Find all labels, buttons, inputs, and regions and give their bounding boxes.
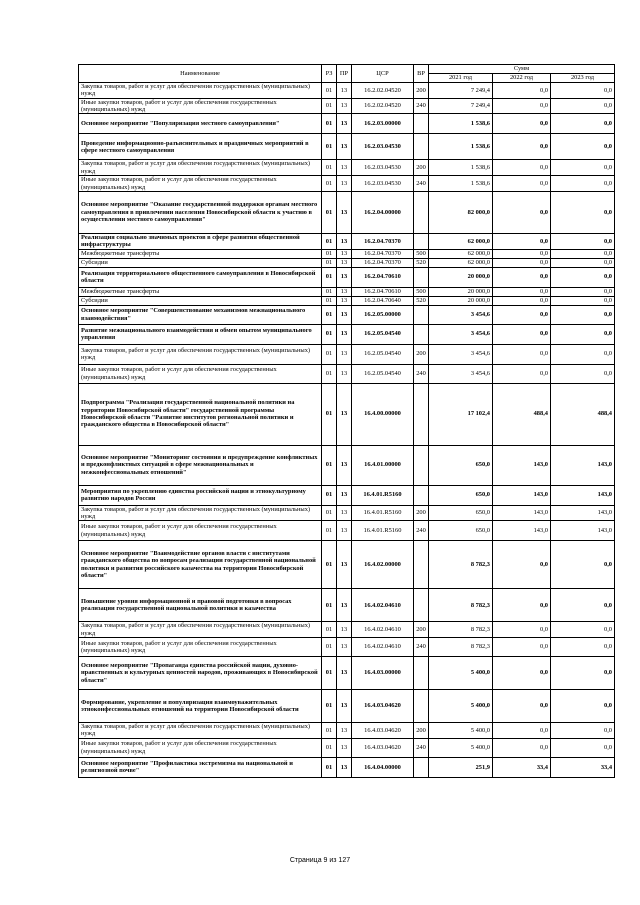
cell-2022: 0,0: [493, 541, 551, 589]
cell-pr: 13: [337, 267, 352, 287]
cell-csr: 16.2.04.70640: [352, 296, 414, 305]
cell-pr: 13: [337, 98, 352, 114]
cell-2022: 0,0: [493, 364, 551, 383]
cell-name: Закупка товаров, работ и услуг для обеспечения государственных (муниципальных) нужд: [79, 505, 322, 521]
cell-vr: [414, 305, 429, 324]
cell-rz: 01: [322, 738, 337, 757]
table-row: [79, 622, 615, 638]
cell-name: Межбюджетные трансферты: [79, 249, 322, 258]
cell-2023: 0,0: [551, 344, 615, 364]
cell-pr: 13: [337, 191, 352, 233]
cell-csr: 16.4.02.04610: [352, 638, 414, 657]
cell-vr: 200: [414, 83, 429, 99]
table-row: [79, 296, 615, 305]
cell-2023: 0,0: [551, 738, 615, 757]
cell-2022: 143,0: [493, 485, 551, 505]
cell-2023: 0,0: [551, 267, 615, 287]
cell-2023: 0,0: [551, 98, 615, 114]
cell-vr: 240: [414, 176, 429, 192]
cell-name: Проведение информационно-разъяснительных и праздничных мероприятий в сфере местного самоуправления: [79, 134, 322, 160]
cell-2021: 20 000,0: [429, 296, 493, 305]
cell-vr: 520: [414, 258, 429, 267]
cell-vr: 200: [414, 505, 429, 521]
cell-vr: 240: [414, 638, 429, 657]
cell-2021: 17 102,4: [429, 383, 493, 445]
cell-vr: [414, 191, 429, 233]
table-row: [79, 83, 615, 99]
header-vr: ВР: [414, 65, 429, 83]
cell-rz: 01: [322, 638, 337, 657]
cell-2022: 0,0: [493, 267, 551, 287]
cell-rz: 01: [322, 176, 337, 192]
cell-name: Повышение уровня информационной и правовой подготовки в вопросах реализации государственной национальной политики и казачества: [79, 589, 322, 622]
cell-2023: 0,0: [551, 657, 615, 690]
cell-rz: 01: [322, 657, 337, 690]
cell-rz: 01: [322, 690, 337, 723]
cell-2022: 0,0: [493, 324, 551, 344]
cell-2023: 0,0: [551, 690, 615, 723]
cell-rz: 01: [322, 249, 337, 258]
cell-vr: [414, 445, 429, 485]
cell-csr: 16.2.03.04530: [352, 176, 414, 192]
header-year-2023: 2023 год: [551, 74, 615, 83]
cell-csr: 16.4.03.04620: [352, 723, 414, 739]
cell-name: Иные закупки товаров, работ и услуг для обеспечения государственных (муниципальных) нужд: [79, 176, 322, 192]
cell-rz: 01: [322, 445, 337, 485]
cell-2022: 0,0: [493, 233, 551, 249]
cell-pr: 13: [337, 541, 352, 589]
table-row: [79, 160, 615, 176]
cell-2021: 650,0: [429, 505, 493, 521]
cell-rz: 01: [322, 83, 337, 99]
cell-csr: 16.2.04.70370: [352, 233, 414, 249]
table-row: [79, 324, 615, 344]
cell-2022: 0,0: [493, 249, 551, 258]
table-row: [79, 344, 615, 364]
cell-2022: 143,0: [493, 505, 551, 521]
header-name: Наименование: [79, 65, 322, 83]
cell-csr: 16.4.01.R5160: [352, 521, 414, 541]
cell-2021: 5 400,0: [429, 690, 493, 723]
cell-2022: 0,0: [493, 191, 551, 233]
cell-pr: 13: [337, 364, 352, 383]
cell-2022: 0,0: [493, 296, 551, 305]
cell-2023: 0,0: [551, 638, 615, 657]
cell-2022: 0,0: [493, 738, 551, 757]
cell-vr: 200: [414, 622, 429, 638]
cell-2021: 20 000,0: [429, 287, 493, 296]
cell-2023: 143,0: [551, 521, 615, 541]
cell-vr: [414, 114, 429, 134]
cell-name: Основное мероприятие "Популяризация местного самоуправления": [79, 114, 322, 134]
table-row: [79, 364, 615, 383]
cell-csr: 16.2.05.04540: [352, 364, 414, 383]
cell-vr: 240: [414, 364, 429, 383]
cell-pr: 13: [337, 657, 352, 690]
cell-csr: 16.4.02.04610: [352, 589, 414, 622]
cell-rz: 01: [322, 160, 337, 176]
cell-pr: 13: [337, 738, 352, 757]
cell-2023: 0,0: [551, 723, 615, 739]
cell-rz: 01: [322, 233, 337, 249]
cell-2021: 251,9: [429, 757, 493, 777]
cell-name: Формирование, укрепление и популяризация взаимоуважительных этноконфессиональных отношений на территории Новосибирской области: [79, 690, 322, 723]
cell-2021: 1 538,6: [429, 160, 493, 176]
cell-vr: [414, 267, 429, 287]
cell-2022: 143,0: [493, 445, 551, 485]
cell-name: Закупка товаров, работ и услуг для обеспечения государственных (муниципальных) нужд: [79, 622, 322, 638]
table-row: [79, 233, 615, 249]
cell-name: Подпрограмма "Реализация государственной национальной политики на территории Новосибирской области" государственной программы Новосибирской области "Развитие институтов региональной политики и гражданского общества в Новосибирской области": [79, 383, 322, 445]
cell-name: Основное мероприятие "Взаимодействие органов власти с институтами гражданского общества по вопросам реализации государственной национальной политики и развития российского казачества на территории Новосибирской области": [79, 541, 322, 589]
table-row: [79, 287, 615, 296]
cell-pr: 13: [337, 622, 352, 638]
cell-2022: 0,0: [493, 723, 551, 739]
cell-name: Иные закупки товаров, работ и услуг для обеспечения государственных (муниципальных) нужд: [79, 364, 322, 383]
cell-2021: 5 400,0: [429, 738, 493, 757]
cell-2021: 62 000,0: [429, 249, 493, 258]
cell-2022: 0,0: [493, 622, 551, 638]
cell-rz: 01: [322, 305, 337, 324]
cell-2022: 0,0: [493, 258, 551, 267]
cell-2022: 0,0: [493, 83, 551, 99]
cell-pr: 13: [337, 757, 352, 777]
cell-csr: 16.4.03.04620: [352, 690, 414, 723]
cell-vr: [414, 383, 429, 445]
page-number: Страница 9 из 127: [289, 857, 351, 864]
cell-2022: 0,0: [493, 160, 551, 176]
cell-vr: [414, 690, 429, 723]
table-row: [79, 267, 615, 287]
cell-pr: 13: [337, 176, 352, 192]
cell-vr: [414, 485, 429, 505]
cell-name: Закупка товаров, работ и услуг для обеспечения государственных (муниципальных) нужд: [79, 344, 322, 364]
cell-pr: 13: [337, 723, 352, 739]
table-row: [79, 723, 615, 739]
cell-csr: 16.2.04.70610: [352, 267, 414, 287]
table-row: [79, 657, 615, 690]
cell-2021: 3 454,6: [429, 344, 493, 364]
cell-vr: [414, 541, 429, 589]
table-row: [79, 485, 615, 505]
table-body: [79, 83, 615, 778]
table-row: [79, 383, 615, 445]
cell-csr: 16.2.03.00000: [352, 114, 414, 134]
cell-2021: 62 000,0: [429, 258, 493, 267]
table-row: [79, 505, 615, 521]
cell-pr: 13: [337, 485, 352, 505]
cell-pr: 13: [337, 287, 352, 296]
cell-2021: 650,0: [429, 445, 493, 485]
cell-2021: 650,0: [429, 521, 493, 541]
cell-2021: 3 454,6: [429, 364, 493, 383]
table-row: [79, 757, 615, 777]
cell-2023: 0,0: [551, 287, 615, 296]
cell-pr: 13: [337, 505, 352, 521]
table-row: [79, 176, 615, 192]
cell-2023: 0,0: [551, 622, 615, 638]
cell-csr: 16.4.00.00000: [352, 383, 414, 445]
cell-csr: 16.2.04.00000: [352, 191, 414, 233]
cell-name: Основное мероприятие "Профилактика экстремизма на национальной и религиозной почве": [79, 757, 322, 777]
cell-pr: 13: [337, 521, 352, 541]
table-row: [79, 258, 615, 267]
cell-2022: 143,0: [493, 521, 551, 541]
cell-2023: 0,0: [551, 324, 615, 344]
cell-2023: 0,0: [551, 541, 615, 589]
cell-rz: 01: [322, 191, 337, 233]
cell-name: Основное мероприятие "Совершенствование механизмов межнационального взаимодействия": [79, 305, 322, 324]
cell-name: Иные закупки товаров, работ и услуг для обеспечения государственных (муниципальных) нужд: [79, 638, 322, 657]
cell-2023: 0,0: [551, 296, 615, 305]
cell-csr: 16.2.04.70370: [352, 249, 414, 258]
cell-2022: 0,0: [493, 98, 551, 114]
cell-2022: 0,0: [493, 287, 551, 296]
cell-vr: 200: [414, 344, 429, 364]
cell-csr: 16.2.03.04530: [352, 134, 414, 160]
cell-csr: 16.2.02.04520: [352, 98, 414, 114]
cell-rz: 01: [322, 267, 337, 287]
cell-pr: 13: [337, 690, 352, 723]
cell-2023: 0,0: [551, 134, 615, 160]
cell-2021: 62 000,0: [429, 233, 493, 249]
cell-2022: 33,4: [493, 757, 551, 777]
header-csr: ЦСР: [352, 65, 414, 83]
cell-vr: [414, 324, 429, 344]
cell-name: Закупка товаров, работ и услуг для обеспечения государственных (муниципальных) нужд: [79, 83, 322, 99]
cell-2021: 8 782,3: [429, 541, 493, 589]
table-row: [79, 445, 615, 485]
cell-rz: 01: [322, 505, 337, 521]
cell-2021: 7 249,4: [429, 98, 493, 114]
cell-vr: 200: [414, 160, 429, 176]
header-rz: РЗ: [322, 65, 337, 83]
cell-csr: 16.2.05.00000: [352, 305, 414, 324]
table-row: [79, 191, 615, 233]
cell-rz: 01: [322, 521, 337, 541]
cell-pr: 13: [337, 638, 352, 657]
cell-csr: 16.4.03.00000: [352, 657, 414, 690]
cell-csr: 16.4.01.00000: [352, 445, 414, 485]
cell-name: Иные закупки товаров, работ и услуг для обеспечения государственных (муниципальных) нужд: [79, 98, 322, 114]
cell-vr: 520: [414, 296, 429, 305]
cell-rz: 01: [322, 258, 337, 267]
cell-2023: 0,0: [551, 191, 615, 233]
cell-name: Реализация социально значимых проектов в сфере развития общественной инфраструктуры: [79, 233, 322, 249]
cell-2021: 7 249,4: [429, 83, 493, 99]
cell-rz: 01: [322, 324, 337, 344]
cell-2023: 0,0: [551, 589, 615, 622]
cell-rz: 01: [322, 98, 337, 114]
cell-2021: 5 400,0: [429, 657, 493, 690]
budget-table: [78, 64, 615, 778]
cell-vr: 500: [414, 249, 429, 258]
cell-2021: 82 000,0: [429, 191, 493, 233]
cell-pr: 13: [337, 296, 352, 305]
cell-name: Закупка товаров, работ и услуг для обеспечения государственных (муниципальных) нужд: [79, 723, 322, 739]
cell-2022: 0,0: [493, 344, 551, 364]
header-year-2021: 2021 год: [429, 74, 493, 83]
cell-csr: 16.4.02.00000: [352, 541, 414, 589]
cell-vr: [414, 757, 429, 777]
table-row: [79, 521, 615, 541]
table-row: [79, 638, 615, 657]
cell-2021: 1 538,6: [429, 114, 493, 134]
cell-2023: 0,0: [551, 83, 615, 99]
cell-pr: 13: [337, 305, 352, 324]
cell-name: Реализация территориального общественного самоуправления в Новосибирской области: [79, 267, 322, 287]
cell-csr: 16.2.03.04530: [352, 160, 414, 176]
cell-name: Иные закупки товаров, работ и услуг для обеспечения государственных (муниципальных) нужд: [79, 738, 322, 757]
cell-rz: 01: [322, 622, 337, 638]
cell-2021: 8 782,3: [429, 622, 493, 638]
cell-2023: 143,0: [551, 445, 615, 485]
table-row: [79, 690, 615, 723]
cell-2022: 0,0: [493, 176, 551, 192]
cell-csr: 16.2.04.70610: [352, 287, 414, 296]
cell-pr: 13: [337, 83, 352, 99]
cell-vr: 500: [414, 287, 429, 296]
cell-pr: 13: [337, 383, 352, 445]
cell-rz: 01: [322, 589, 337, 622]
table-row: [79, 249, 615, 258]
table-row: [79, 134, 615, 160]
cell-pr: 13: [337, 324, 352, 344]
cell-rz: 01: [322, 723, 337, 739]
cell-2023: 143,0: [551, 505, 615, 521]
cell-2022: 0,0: [493, 114, 551, 134]
cell-name: Иные закупки товаров, работ и услуг для обеспечения государственных (муниципальных) нужд: [79, 521, 322, 541]
cell-2023: 0,0: [551, 364, 615, 383]
cell-vr: [414, 233, 429, 249]
cell-2021: 650,0: [429, 485, 493, 505]
cell-rz: 01: [322, 114, 337, 134]
cell-vr: 200: [414, 723, 429, 739]
cell-rz: 01: [322, 344, 337, 364]
cell-2022: 0,0: [493, 589, 551, 622]
cell-2021: 1 538,6: [429, 176, 493, 192]
cell-rz: 01: [322, 296, 337, 305]
cell-name: Мероприятия по укреплению единства российской нации и этнокультурному развитию народов России: [79, 485, 322, 505]
cell-2021: 8 782,3: [429, 638, 493, 657]
cell-2022: 0,0: [493, 690, 551, 723]
cell-name: Развитие межнационального взаимодействия и обмен опытом муниципального управления: [79, 324, 322, 344]
cell-rz: 01: [322, 287, 337, 296]
table-row: [79, 738, 615, 757]
cell-pr: 13: [337, 445, 352, 485]
table-row: [79, 114, 615, 134]
cell-2023: 33,4: [551, 757, 615, 777]
cell-pr: 13: [337, 344, 352, 364]
header-year-2022: 2022 год: [493, 74, 551, 83]
cell-rz: 01: [322, 757, 337, 777]
cell-name: Субсидии: [79, 296, 322, 305]
cell-pr: 13: [337, 233, 352, 249]
cell-2023: 488,4: [551, 383, 615, 445]
cell-name: Основное мероприятие "Мониторинг состояния и предупреждение конфликтных и предконфликтных ситуаций в сфере межнациональных и межконфессиональных отношений": [79, 445, 322, 485]
header-sum: Сумм: [429, 65, 615, 74]
cell-2023: 0,0: [551, 176, 615, 192]
table-header: [79, 65, 615, 83]
cell-csr: 16.2.05.04540: [352, 324, 414, 344]
table-row: [79, 541, 615, 589]
cell-2021: 8 782,3: [429, 589, 493, 622]
budget-sheet: [78, 64, 614, 778]
table-row: [79, 305, 615, 324]
cell-name: Закупка товаров, работ и услуг для обеспечения государственных (муниципальных) нужд: [79, 160, 322, 176]
cell-name: Межбюджетные трансферты: [79, 287, 322, 296]
cell-csr: 16.2.04.70370: [352, 258, 414, 267]
cell-vr: [414, 589, 429, 622]
cell-pr: 13: [337, 249, 352, 258]
cell-2022: 0,0: [493, 638, 551, 657]
cell-pr: 13: [337, 160, 352, 176]
cell-rz: 01: [322, 134, 337, 160]
cell-pr: 13: [337, 114, 352, 134]
cell-name: Основное мероприятие "Пропаганда единства российской нации, духовно-нравственных и культурных ценностей народов, проживающих в Новосибирской области": [79, 657, 322, 690]
table-row: [79, 98, 615, 114]
cell-2023: 0,0: [551, 249, 615, 258]
cell-2022: 0,0: [493, 305, 551, 324]
cell-2022: 0,0: [493, 657, 551, 690]
cell-2021: 1 538,6: [429, 134, 493, 160]
cell-2023: 0,0: [551, 160, 615, 176]
cell-rz: 01: [322, 541, 337, 589]
cell-pr: 13: [337, 258, 352, 267]
cell-pr: 13: [337, 589, 352, 622]
cell-2023: 0,0: [551, 258, 615, 267]
cell-vr: 240: [414, 98, 429, 114]
cell-csr: 16.4.01.R5160: [352, 485, 414, 505]
cell-2023: 0,0: [551, 233, 615, 249]
cell-rz: 01: [322, 383, 337, 445]
cell-vr: [414, 134, 429, 160]
cell-2023: 0,0: [551, 114, 615, 134]
cell-2023: 143,0: [551, 485, 615, 505]
cell-rz: 01: [322, 485, 337, 505]
cell-csr: 16.4.01.R5160: [352, 505, 414, 521]
cell-2022: 488,4: [493, 383, 551, 445]
cell-2021: 3 454,6: [429, 324, 493, 344]
cell-name: Основное мероприятие "Оказание государственной поддержки органам местного самоуправления в привлечении населения Новосибирской области к участию в осуществлении местного самоуправления": [79, 191, 322, 233]
cell-2022: 0,0: [493, 134, 551, 160]
cell-2021: 3 454,6: [429, 305, 493, 324]
cell-csr: 16.2.02.04520: [352, 83, 414, 99]
cell-vr: 240: [414, 521, 429, 541]
cell-vr: [414, 657, 429, 690]
cell-csr: 16.2.05.04540: [352, 344, 414, 364]
cell-rz: 01: [322, 364, 337, 383]
cell-csr: 16.4.02.04610: [352, 622, 414, 638]
cell-vr: 240: [414, 738, 429, 757]
cell-pr: 13: [337, 134, 352, 160]
cell-csr: 16.4.03.04620: [352, 738, 414, 757]
cell-name: Субсидии: [79, 258, 322, 267]
header-pr: ПР: [337, 65, 352, 83]
cell-2021: 5 400,0: [429, 723, 493, 739]
table-row: [79, 589, 615, 622]
cell-csr: 16.4.04.00000: [352, 757, 414, 777]
cell-2023: 0,0: [551, 305, 615, 324]
cell-2021: 20 000,0: [429, 267, 493, 287]
